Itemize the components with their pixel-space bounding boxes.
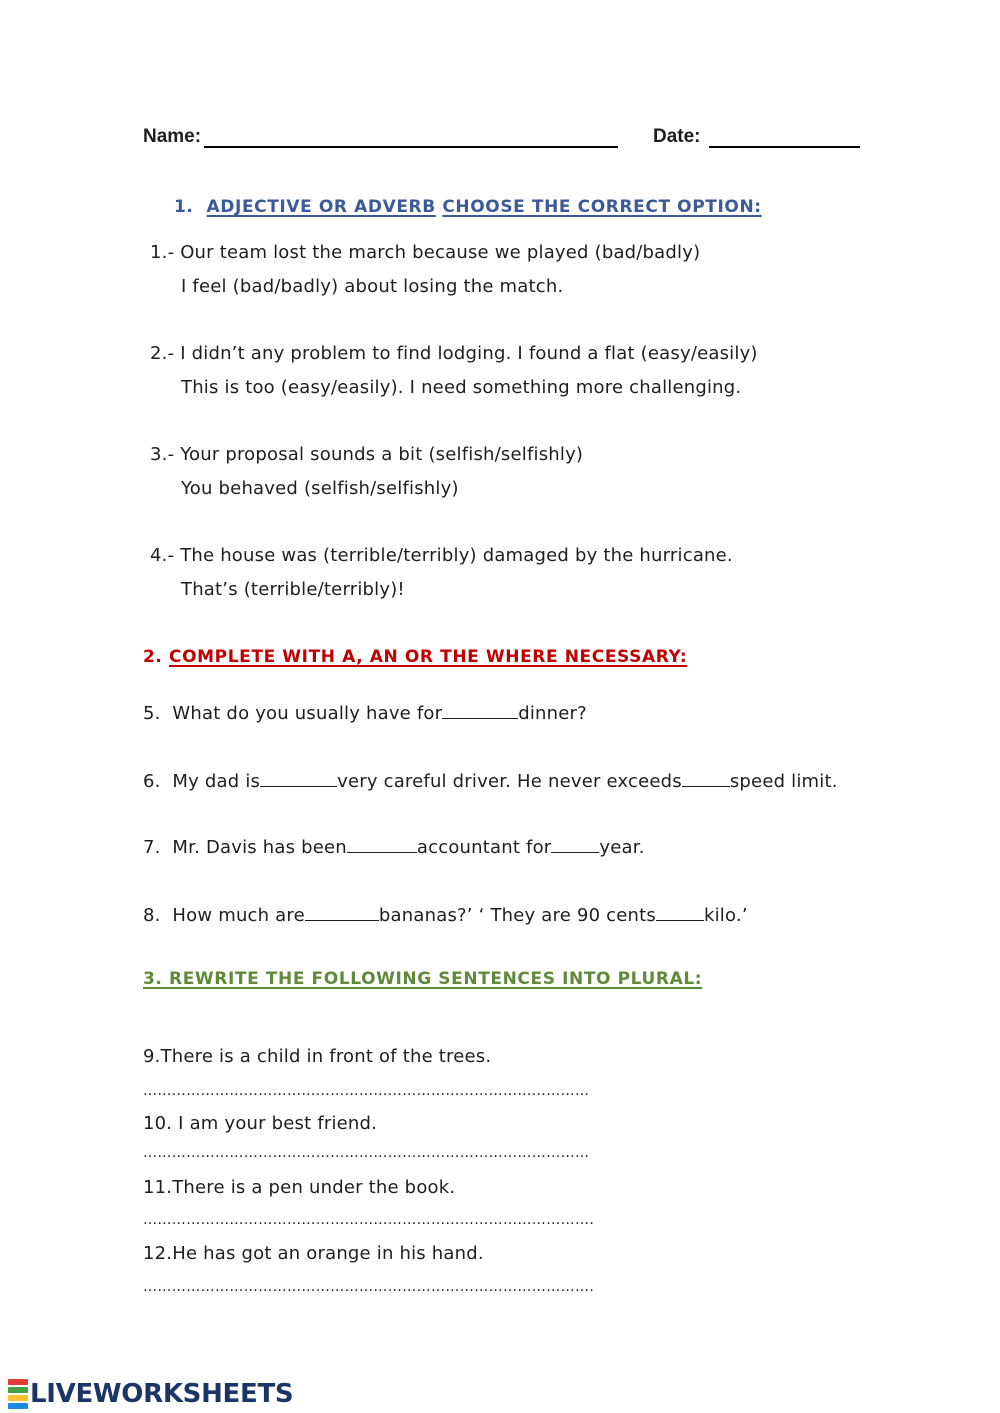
item8-number: 8. [143,905,161,926]
section1-heading [174,197,762,217]
item5-number: 5. [143,703,161,724]
item7-text-b: accountant for [416,837,552,858]
item5-text-a: What do you usually have for [172,703,443,724]
item4-line2: That’s (terrible/terribly)! [181,579,405,600]
item7-text-c: year. [599,837,645,858]
item8-blank-1[interactable] [305,904,379,921]
item12-text: 12.He has got an orange in his hand. [143,1243,484,1264]
item1-line2: I feel (bad/badly) about losing the match. [181,276,564,297]
item2-line1: 2.- I didn’t any problem to find lodging. I found a flat (easy/easily) [150,343,758,364]
item6 [143,770,838,792]
section1-title-part1: ADJECTIVE OR ADVERB [206,197,436,217]
section1-number: 1. [174,197,194,217]
item7-blank-2[interactable] [551,836,599,853]
item5 [143,702,587,724]
item2-line2: This is too (easy/easily). I need something more challenging. [181,377,742,398]
liveworksheets-mark-icon [8,1379,28,1409]
section3-heading: 3. REWRITE THE FOLLOWING SENTENCES INTO PLURAL: [143,969,703,989]
item1-line1: 1.- Our team lost the march because we played (bad/badly) [150,242,701,263]
item9-text: 9.There is a child in front of the trees. [143,1046,492,1067]
item7-blank-1[interactable] [347,836,417,853]
item7-text-a: Mr. Davis has been [172,837,347,858]
item10-answer-line[interactable]: ………………………………………………………………………………… [143,1145,590,1161]
date-label: Date: [653,126,701,147]
item7-number: 7. [143,837,161,858]
section1-title-part2: CHOOSE THE CORRECT OPTION: [442,197,762,217]
item9-answer-line[interactable]: ………………………………………………………………………………… [143,1083,590,1099]
item8-text-b: bananas?’ ‘ They are 90 cents [378,905,656,926]
item6-number: 6. [143,771,161,792]
item3-line1: 3.- Your proposal sounds a bit (selfish/selfishly) [150,444,584,465]
date-line[interactable] [709,146,860,148]
item4-line1: 4.- The house was (terrible/terribly) damaged by the hurricane. [150,545,733,566]
item11-answer-line[interactable]: …………………………………………………………………………………. [143,1212,595,1228]
item12-answer-line[interactable]: …………………………………………………………………………………. [143,1279,595,1295]
item10-text: 10. I am your best friend. [143,1113,378,1134]
item8-blank-2[interactable] [656,904,704,921]
item5-blank[interactable] [442,702,518,719]
section2-heading [143,647,687,667]
item8 [143,904,748,926]
item7 [143,836,645,858]
name-line[interactable] [204,146,618,148]
item6-blank-2[interactable] [682,770,730,787]
item8-text-c: kilo.’ [703,905,748,926]
item11-text: 11.There is a pen under the book. [143,1177,456,1198]
item6-text-c: speed limit. [729,771,838,792]
liveworksheets-wordmark: LIVEWORKSHEETS [30,1379,294,1409]
item8-text-a: How much are [172,905,305,926]
name-label: Name: [143,126,202,147]
item3-line2: You behaved (selfish/selfishly) [181,478,459,499]
item6-text-a: My dad is [172,771,261,792]
section2-number: 2. [143,647,163,667]
item6-blank-1[interactable] [260,770,337,787]
item6-text-b: very careful driver. He never exceeds [337,771,682,792]
section2-title: COMPLETE WITH A, AN OR THE WHERE NECESSARY: [169,647,688,667]
item5-text-b: dinner? [518,703,587,724]
liveworksheets-logo [8,1376,293,1412]
